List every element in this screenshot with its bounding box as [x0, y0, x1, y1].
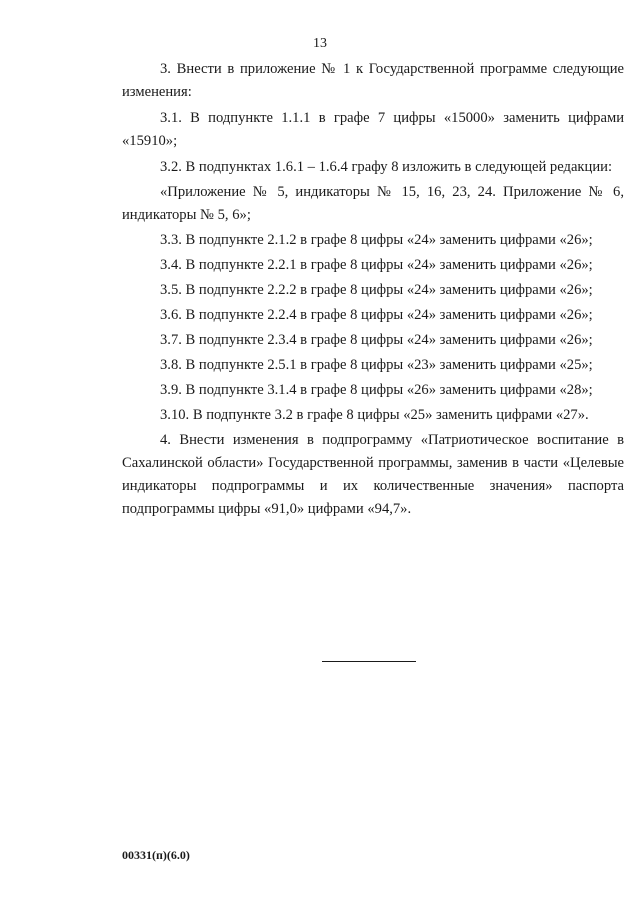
paragraph-3-5: 3.5. В подпункте 2.2.2 в графе 8 цифры «24» заменить цифрами «26»;: [160, 282, 593, 298]
paragraph-3-2-text: «Приложение № 5, индикаторы № 15, 16, 23, 24. Приложение № 6, индикаторы № 5, 6»;: [122, 184, 624, 223]
paragraph-3-8: 3.8. В подпункте 2.5.1 в графе 8 цифры «23» заменить цифрами «25»;: [160, 357, 593, 373]
paragraph-3-3: 3.3. В подпункте 2.1.2 в графе 8 цифры «24» заменить цифрами «26»;: [160, 232, 593, 248]
paragraph-4: 4. Внести изменения в подпрограмму «Патриотическое воспитание в Сахалинской области» Государственной программы, заменив в части «Целевые индикаторы подпрограммы и их количественные значения» паспорта подпрограммы цифры «91,0» цифрами «94,7».: [122, 432, 624, 517]
page-number: 13: [313, 36, 327, 51]
document-body: [122, 58, 624, 523]
document-code: 00331(п)(6.0): [122, 848, 190, 862]
paragraph-3-1: 3.1. В подпункте 1.1.1 в графе 7 цифры «15000» заменить цифрами «15910»;: [122, 110, 624, 149]
paragraph-3-7: 3.7. В подпункте 2.3.4 в графе 8 цифры «24» заменить цифрами «26»;: [160, 332, 593, 348]
paragraph-3-9: 3.9. В подпункте 3.1.4 в графе 8 цифры «26» заменить цифрами «28»;: [160, 382, 593, 398]
paragraph-3-10: 3.10. В подпункте 3.2 в графе 8 цифры «25» заменить цифрами «27».: [160, 407, 589, 423]
paragraph-3: 3. Внести в приложение № 1 к Государственной программе следующие изменения:: [122, 61, 624, 100]
paragraph-3-4: 3.4. В подпункте 2.2.1 в графе 8 цифры «24» заменить цифрами «26»;: [160, 257, 593, 273]
paragraph-3-2: 3.2. В подпунктах 1.6.1 – 1.6.4 графу 8 изложить в следующей редакции:: [160, 159, 612, 175]
end-separator-line: [322, 661, 416, 662]
paragraph-3-6: 3.6. В подпункте 2.2.4 в графе 8 цифры «24» заменить цифрами «26»;: [160, 307, 593, 323]
